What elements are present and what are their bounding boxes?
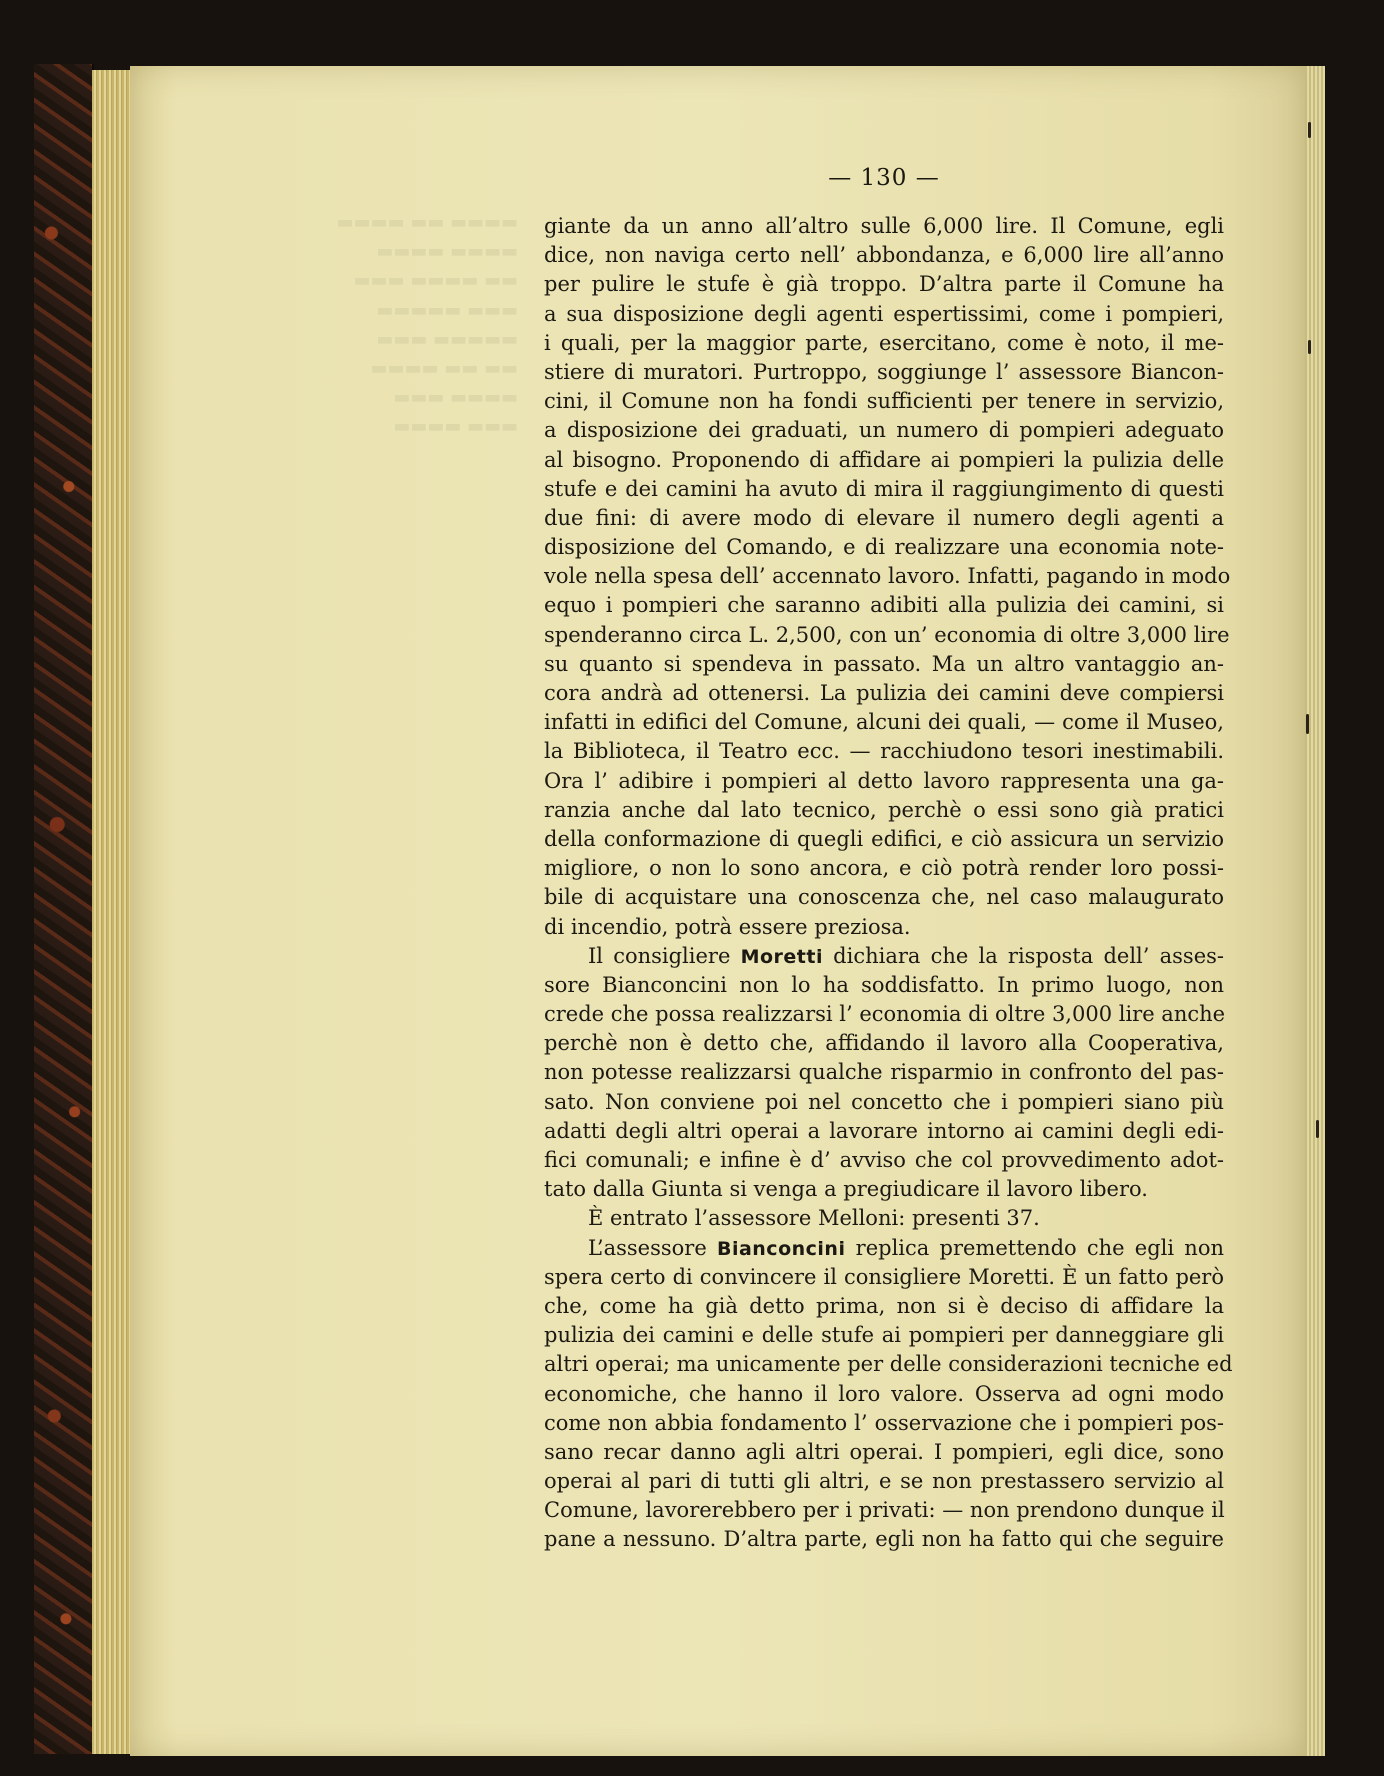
page-edges-left [92, 70, 130, 1754]
text-line: disposizione del Comando, e di realizzare una economia note- [544, 535, 1224, 560]
text-line: Ora l’ adibire i pompieri al detto lavoro rappresenta una ga- [544, 768, 1224, 793]
margin-mark [1308, 122, 1311, 138]
text-line: i quali, per la maggior parte, esercitano, come è noto, il me- [544, 330, 1224, 355]
text-line: su quanto si spendeva in passato. Ma un altro vantaggio an- [544, 651, 1224, 676]
text-line: pane a nessuno. D’altra parte, egli non ha fatto qui che seguire [544, 1527, 1224, 1552]
text-line: perchè non è detto che, affidando il lavoro alla Cooperativa, [544, 1031, 1224, 1056]
text-line: non potesse realizzarsi qualche risparmio in confronto del pas- [544, 1060, 1224, 1085]
text-line [544, 1234, 1224, 1263]
text-line: ranzia anche dal lato tecnico, perchè o essi sono già pratici [544, 797, 1224, 822]
text-line: tato dalla Giunta si venga a pregiudicare il lavoro libero. [544, 1177, 1148, 1202]
text-line: a disposizione dei graduati, un numero di pompieri adeguato [544, 418, 1224, 443]
speaker-name: Moretti [740, 945, 823, 968]
text-line: sano recar danno agli altri operai. I pompieri, egli dice, sono [544, 1439, 1224, 1464]
speaker-name: Bianconcini [716, 1237, 846, 1260]
text-line: infatti in edifici del Comune, alcuni dei quali, — come il Museo, [544, 710, 1224, 735]
text-segment: replica premettendo che egli non [845, 1235, 1224, 1260]
text-line: della conformazione di quegli edifici, e ciò assicura un servizio [544, 826, 1224, 851]
text-segment: dichiara che la risposta dell’ asses- [822, 943, 1224, 968]
text-segment: Il consigliere [588, 943, 741, 968]
text-line: giante da un anno all’altro sulle 6,000 lire. Il Comune, egli [544, 214, 1224, 238]
text-line: cini, il Comune non ha fondi sufficienti per tenere in servizio, [544, 389, 1224, 414]
text-line: di incendio, potrà essere preziosa. [544, 914, 911, 939]
text-line: adatti degli altri operai a lavorare intorno ai camini degli edi- [544, 1118, 1224, 1143]
text-line: bile di acquistare una conoscenza che, nel caso malaugurato [544, 885, 1224, 910]
marbled-cover [34, 64, 94, 1754]
text-line: operai al pari di tutti gli altri, e se non prestassero servizio al [544, 1469, 1224, 1494]
text-line: fici comunali; e infine è d’ avviso che col provvedimento adot- [544, 1148, 1224, 1172]
text-line: economiche, che hanno il loro valore. Osserva ad ogni modo [544, 1381, 1224, 1406]
page-edges-right [1305, 66, 1325, 1756]
margin-mark [1316, 1120, 1319, 1138]
page-number: — 130 — [828, 165, 940, 191]
text-segment: L’assessore [588, 1235, 717, 1260]
text-line: vole nella spesa dell’ accennato lavoro. Infatti, pagando in modo [544, 564, 1231, 589]
text-line: come non abbia fondamento l’ osservazione che i pompieri pos- [544, 1410, 1224, 1435]
show-through-text: ▬▬▬▬ ▬▬ ▬▬▬▬ ▬▬▬▬ ▬▬▬▬ ▬▬▬ ▬▬▬▬ ▬▬ ▬▬▬▬▬ ▬▬▬ ▬▬▬ ▬▬▬▬▬ ▬▬▬▬ ▬▬ ▬▬ ▬▬▬ ▬▬▬▬ ▬▬▬▬ ▬▬▬ [336, 212, 518, 438]
text-line: stiere di muratori. Purtroppo, soggiunge l’ assessore Biancon- [544, 359, 1224, 384]
text-line: pulizia dei camini e delle stufe ai pompieri per danneggiare gli [544, 1323, 1224, 1348]
text-line: per pulire le stufe è già troppo. D’altra parte il Comune ha [544, 272, 1224, 297]
text-line: crede che possa realizzarsi l’ economia di oltre 3,000 lire anche [544, 1002, 1226, 1027]
text-line: a sua disposizione degli agenti espertissimi, come i pompieri, [544, 301, 1224, 326]
text-line: sore Bianconcini non lo ha soddisfatto. In primo luogo, non [544, 972, 1224, 997]
text-line: altri operai; ma unicamente per delle considerazioni tecniche ed [544, 1352, 1233, 1377]
text-line: sato. Non conviene poi nel concetto che i pompieri siano più [544, 1089, 1224, 1114]
body-text [544, 212, 1233, 1555]
text-line: due fini: di avere modo di elevare il numero degli agenti a [544, 505, 1224, 530]
text-line: migliore, o non lo sono ancora, e ciò potrà render loro possi- [544, 856, 1224, 881]
margin-mark [1306, 714, 1309, 734]
text-line: che, come ha già detto prima, non si è deciso di affidare la [544, 1293, 1224, 1318]
text-line: stufe e dei camini ha avuto di mira il raggiungimento di questi [544, 476, 1224, 501]
text-line: cora andrà ad ottenersi. La pulizia dei camini deve compiersi [544, 681, 1224, 705]
text-line: equo i pompieri che saranno adibiti alla pulizia dei camini, si [544, 593, 1224, 618]
text-line: dice, non naviga certo nell’ abbondanza, e 6,000 lire all’anno [544, 243, 1224, 268]
text-line: spera certo di convincere il consigliere Moretti. È un fatto però [544, 1264, 1224, 1289]
text-line: Comune, lavorerebbero per i privati: — non prendono dunque il [544, 1498, 1225, 1523]
margin-mark [1308, 340, 1311, 354]
text-line [544, 942, 1224, 971]
text-line: È entrato l’assessore Melloni: presenti 37. [588, 1206, 1040, 1231]
text-line: la Biblioteca, il Teatro ecc. — racchiudono tesori inestimabili. [544, 739, 1224, 764]
text-line: al bisogno. Proponendo di affidare ai pompieri la pulizia delle [544, 447, 1224, 472]
text-line: spenderanno circa L. 2,500, con un’ economia di oltre 3,000 lire [544, 622, 1230, 647]
